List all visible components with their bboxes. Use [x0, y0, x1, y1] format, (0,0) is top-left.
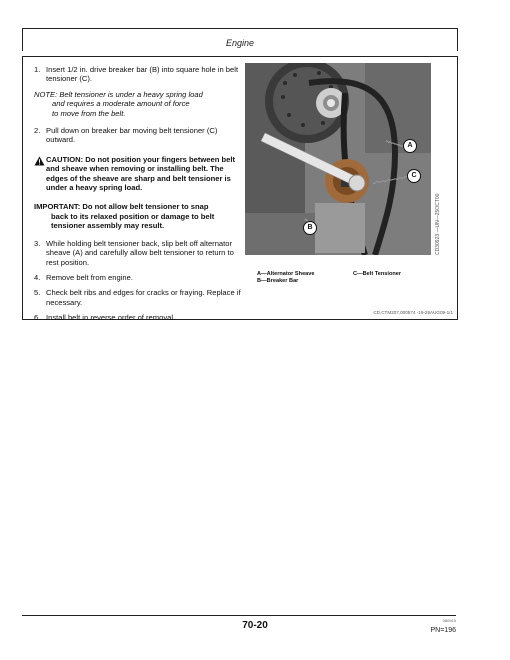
callout-b-label: B: [303, 221, 317, 235]
step-text: While holding belt tensioner back, slip belt off alternator sheave (A) and carefully allow belt tensioner to return to rest position.: [46, 238, 234, 267]
step-4: [33, 273, 245, 282]
caption-right: [353, 271, 401, 278]
important-line: IMPORTANT: Do not allow belt tensioner to snap: [34, 202, 209, 212]
step-text: Pull down on breaker bar moving belt tensioner (C) outward.: [46, 126, 218, 145]
step-number: 6.: [34, 313, 41, 323]
page-header: [22, 28, 458, 51]
footer-small-code: 080915: [442, 618, 456, 623]
step-number: 3.: [34, 238, 41, 248]
warning-triangle-icon: [34, 156, 45, 166]
footer-divider: [22, 615, 456, 616]
note-line: to move from the belt.: [52, 108, 126, 118]
step-2: [33, 126, 245, 145]
caution-text: CAUTION: Do not position your fingers between belt and sheave when removing or installing belt. The edges of the sheave are sharp and belt tensioner is under a heavy spring load.: [46, 154, 235, 193]
step-number: 4.: [34, 272, 41, 282]
instructions-column: [33, 65, 245, 329]
important-line: back to its relaxed position or damage to belt tensioner assembly may result.: [51, 211, 215, 231]
pn-number: PN=196: [430, 627, 456, 634]
reference-code: CD,CTM207,000574 -19-26AUG09-1/1: [373, 310, 453, 315]
callout-c-label: C: [407, 169, 421, 183]
caption-b: B—Breaker Bar: [257, 278, 299, 284]
photo-code: CD30923 —UN—25OCT00: [435, 193, 441, 255]
caution-block: [33, 155, 245, 193]
important-block: [34, 202, 245, 230]
caption-a: A—Alternator Sheave: [257, 271, 315, 277]
step-text: Remove belt from engine.: [46, 272, 133, 282]
step-5: [33, 288, 245, 307]
step-text: Insert 1/2 in. drive breaker bar (B) into square hole in belt tensioner (C).: [46, 65, 239, 84]
caption-left: [257, 271, 315, 285]
page-number: 70-20: [242, 620, 268, 631]
engine-belt-photo: [245, 63, 431, 255]
note-line: and requires a moderate amount of force: [52, 99, 190, 109]
note: [34, 90, 245, 118]
step-text: Check belt ribs and edges for cracks or fraying. Replace if necessary.: [46, 288, 241, 307]
step-1: [33, 65, 245, 84]
step-number: 2.: [34, 126, 41, 136]
section-title: Engine: [225, 38, 255, 48]
step-3: [33, 239, 245, 267]
step-6: [33, 313, 245, 322]
engine-photo-illustration: [245, 63, 431, 255]
step-text: Install belt in reverse order of removal.: [46, 313, 176, 323]
procedure-box: [22, 56, 458, 323]
caption-c: C—Belt Tensioner: [353, 271, 402, 277]
callout-a-label: A: [403, 139, 417, 153]
step-number: 1.: [34, 65, 41, 74]
step-number: 5.: [34, 288, 41, 298]
note-line: NOTE: Belt tensioner is under a heavy spring load: [34, 89, 203, 99]
